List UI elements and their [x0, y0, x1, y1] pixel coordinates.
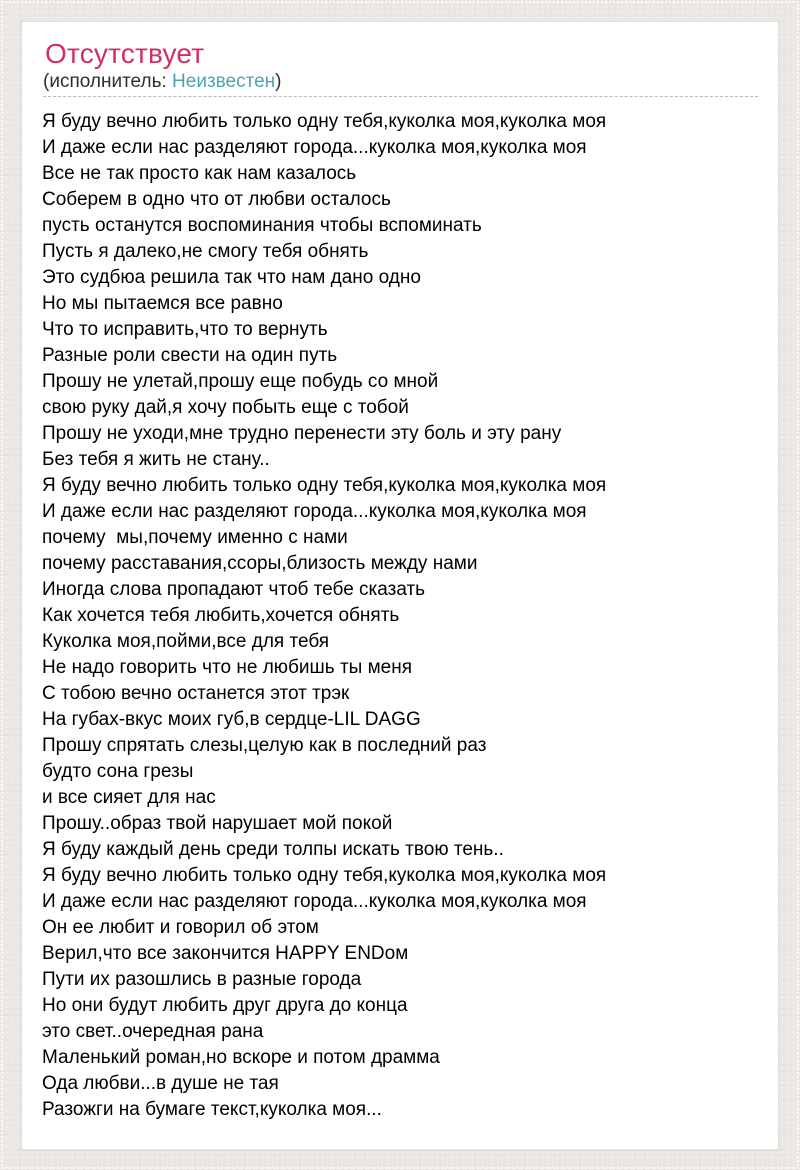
lyric-line: Я буду каждый день среди толпы искать твою тень.. [42, 839, 504, 860]
lyric-line: Иногда слова пропадают чтоб тебе сказать [42, 579, 426, 600]
lyric-line: Без тебя я жить не стану.. [42, 449, 270, 470]
lyric-line: Верил,что все закончится HAPPY ENDом [42, 943, 409, 964]
lyric-line: Прошу не уходи,мне трудно перенести эту боль и эту рану [42, 423, 562, 444]
lyric-line: почему мы,почему именно с нами [42, 527, 348, 548]
lyric-line: Разные роли свести на один путь [42, 345, 338, 366]
lyric-line: Ода любви...в душе не тая [42, 1073, 279, 1094]
lyric-line: Он ее любит и говорил об этом [42, 917, 319, 938]
artist-suffix: ) [275, 71, 282, 92]
lyric-line: Маленький роман,но вскоре и потом драмма [42, 1047, 440, 1068]
lyric-line: И даже если нас разделяют города...куколка моя,куколка моя [42, 137, 587, 158]
lyric-line: Прошу..образ твой нарушает мой покой [42, 813, 393, 834]
artist-label: (исполнитель: [43, 71, 173, 92]
artist-line [43, 72, 758, 97]
lyric-line: И даже если нас разделяют города...куколка моя,куколка моя [42, 501, 587, 522]
lyric-line: Но мы пытаемся все равно [42, 293, 283, 314]
lyric-line: пусть останутся воспоминания чтобы вспоминать [42, 215, 482, 236]
lyric-line: Как хочется тебя любить,хочется обнять [42, 605, 400, 626]
artist-link[interactable]: Неизвестен [172, 71, 276, 92]
lyric-line: Все не так просто как нам казалось [42, 163, 357, 184]
lyric-line: На губах-вкус моих губ,в сердце-LIL DAGG [42, 709, 421, 730]
lyric-line: Я буду вечно любить только одну тебя,куколка моя,куколка моя [42, 475, 607, 496]
lyrics-text [42, 109, 758, 1123]
song-title: Отсутствует [45, 38, 205, 69]
lyric-line: это свет..очередная рана [42, 1021, 264, 1042]
lyric-line: Куколка моя,пойми,все для тебя [42, 631, 330, 652]
lyric-line: Это судбюа решила так что нам дано одно [42, 267, 421, 288]
lyric-line: Соберем в одно что от любви осталось [42, 189, 391, 210]
lyric-line: Разожги на бумаге текст,куколка моя... [42, 1099, 382, 1120]
lyrics-card [21, 21, 779, 1150]
lyric-line: Прошу спрятать слезы,целую как в последний раз [42, 735, 487, 756]
lyric-line: Прошу не улетай,прошу еще побудь со мной [42, 371, 439, 392]
lyric-line: Но они будут любить друг друга до конца [42, 995, 408, 1016]
lyric-line: Я буду вечно любить только одну тебя,куколка моя,куколка моя [42, 865, 607, 886]
lyric-line: Пусть я далеко,не смогу тебя обнять [42, 241, 369, 262]
lyric-line: Не надо говорить что не любишь ты меня [42, 657, 413, 678]
lyric-line: и все сияет для нас [42, 787, 216, 808]
lyric-line: почему расставания,ссоры,близость между нами [42, 553, 478, 574]
lyric-line: С тобою вечно останется этот трэк [42, 683, 350, 704]
lyric-line: Пути их разошлись в разные города [42, 969, 362, 990]
lyric-line: будто сона грезы [42, 761, 194, 782]
lyric-line: И даже если нас разделяют города...куколка моя,куколка моя [42, 891, 587, 912]
lyric-line: свою руку дай,я хочу побыть еще с тобой [42, 397, 409, 418]
lyric-line: Что то исправить,что то вернуть [42, 319, 328, 340]
lyric-line: Я буду вечно любить только одну тебя,куколка моя,куколка моя [42, 111, 607, 132]
